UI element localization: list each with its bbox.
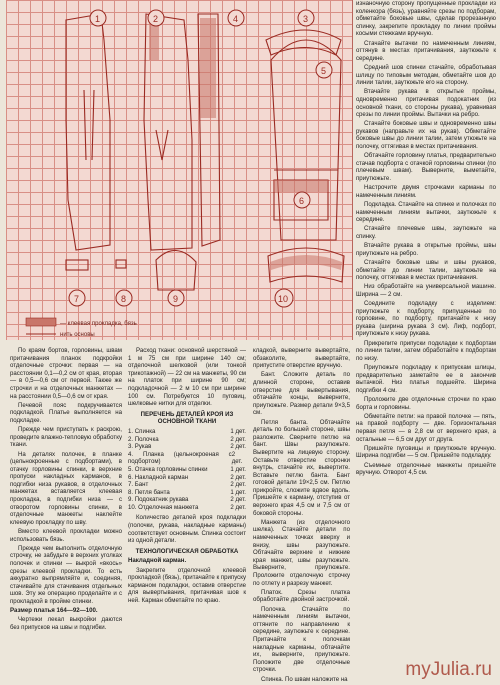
dress-size: Размер платья 164—92—100. [10,607,98,615]
pattern-label-8: 8 [121,294,127,304]
parts-list-item: 2. Полочка 2 дет. [128,435,246,443]
col4-paragraph: Обтачайте горловину платья, предварительно стачав подборта с отачкой горловины спинки (по плечевым швам). Выверните, выметайте, приутюжьте. [356,152,496,183]
col4-paragraph: Съемные отделочные манжеты пришейте вручную. Отворот 4,5 см. [356,461,496,477]
col3-paragraph: Бант. Сложите деталь по длинной стороне, оставив отверстие для вывертывания, обтачайте концы, выверните, приутюжьте. Размер детали 9×3,5 см. [253,371,350,417]
pattern-label-7: 7 [74,294,80,304]
col4-paragraph: Приутюжьте подкладку к припускам шлицы, предварительно заметайте ее в закончив вытачкой. Низ платья подшейте. Ширина подгибки 4 см. [356,364,496,394]
col4-paragraph: Втачайте рукава в открытые проймы, швы приутюжьте на ребро. [356,242,496,257]
pattern-label-5: 5 [321,66,327,76]
col4-paragraph: Стачайте плечевые швы, заутюжьте на спинку. [356,225,496,240]
parts-list-item: 8. Петля банта 1 дет. [128,488,246,496]
text-column-4 [356,0,496,478]
col1-paragraph: Печевой пояс подкручивается подкладкой. Платье выполняется на подкладке. [10,401,122,424]
pattern-label-4: 4 [233,14,239,24]
parts-list-item: 10. Отделочная манжета 2 дет. [128,503,246,511]
col1-paragraph: Вместо клеевой прокладки можно использовать бязь. [10,528,122,543]
pattern-label-1: 1 [95,14,101,24]
pattern-label-3: 3 [303,14,309,24]
shoulder-pad-piece [156,250,196,290]
col4-paragraph: Пришейте пуговицы и приутюжьте вручную. Ширина подгибки — 5 см. Пришейте подкладку. [356,444,496,460]
col4-paragraph: Втачайте рукава в открытые проймы, одновременно притачивая подокатник (из основной ткани, со стороны рукава), уравнивая срезы по линии проймы. Вытачки на ребро. [356,88,496,119]
col4-paragraph: Стачайте вытачки по намеченным линиям, оттянув в местах притачивания, заутюжьте к середине. [356,39,496,62]
col4-paragraph: Соедините подкладку с изделием: приутюжьте к подборту, припущенные по горловине, по подборту, притачайте к низу рукава (ширина рукава 3 см). Лиф, подборт, приутюжьте к низу рукава. [356,300,496,338]
parts-list-title: ПЕРЕЧЕНЬ ДЕТАЛЕЙ КРОЯ ИЗ ОСНОВНОЙ ТКАНИ [140,410,234,426]
back-piece [66,14,110,250]
col3-paragraph: кладкой, выверните вывертайте, обзаколите, вывертайте, припустите отверстие вручную. [253,347,350,370]
parts-list-item: 4. Планка (цельнокроеная с подбортом) 2 дет. [128,450,243,466]
col4-paragraph: Проложите две отделочные строчки по краю борта и горловины. [356,396,496,411]
col3-paragraph: Петля банта. Обтачайте деталь по большей стороне, швы разложите. Сверните петлю на бант. Швы разутюжьте. Вывертите на лицевую сторону. Оставьте отверстие сторонки внутрь, стачайте их, вывертите. Вставьте петлю банта. Бант готовой детали 19×2,5 см. Петлю прикройте, сложите вдвое вдоль. Пришейте к карману, отступив от верхнего края 4,5 см и 7,5 см от боковой стороны. [253,418,350,517]
parts-list-item: 7. Бант 2 дет. [128,481,246,489]
pattern-label-2: 2 [153,14,159,24]
pocket-text: Закрепите отделочной клеевой прокладкой (бязь), притачайте к припуску карманом подкладки, оставив отверстие для вывертывания, притачивая шов к ней. Карман обметайте по краю. [128,566,247,604]
col3-paragraph: Полочка. Стачайте по намеченным линиям вытачки, оттяните по направлению к середине, заутюжьте к середине. Притачайте к полочкам накладные карманы, обтачайте их, выверните, приутюжьте. Положите две отделочные строчки. [253,605,350,674]
pattern-svg [6,0,352,340]
parts-list-item: 5. Отачка горловины спинки 1 дет. [128,465,246,473]
pattern-label-9: 9 [173,294,179,304]
legend-thread: нить основы [60,332,95,338]
col4-paragraph: Настрочите двумя строчками карманы по намеченным линиям. [356,184,496,199]
col1-tail: Чертежи лекал выкройки даются без припусков на швы и подгибки. [10,616,122,631]
col1-paragraph: Прежде чем приступать к раскрою, проведите влажно-тепловую обработку ткани. [10,426,122,449]
col3-paragraph: Манжета (из отделочного шелка). Стачайте детали по намеченных точках вверху и внизу, швы разутюжьте. Обтачайте верхние и нижние края манжет, швы разутюжьте. Выверните, приутюжьте. Проложите отделочную строчку по отлету и разрезу манжет. [253,518,350,587]
col4-paragraph: Обметайте петли: на правой полочке — пять, на правой подборту — две. Горизонтальная первая петля — в 2,8 см от верхнего края, а остальные — 6,5 см друг от друга. [356,412,496,443]
neck-facing-piece [266,30,341,55]
text-column-3 [253,347,350,685]
legend-interfacing: — клеевая прокладка, бязь [60,321,137,327]
pattern-label-10: 10 [278,294,289,304]
pattern-drafting-diagram [6,0,353,340]
pattern-label-6: 6 [299,196,305,206]
col4-paragraph: Подкладка. Стачайте на спинке и полочках по намеченным линиям вытачки, заутюжьте к середине. [356,201,496,224]
parts-list [128,428,246,512]
col1-paragraph: На деталях полочек, в планке (цельнокроенные с подбортами), в отачку горловины спинки, в верхние пропуски накладных карманов, в подгибки низа рукавов, в отделочных манжетах вставляется клеевая прокладка, в подгибки низа — с отворотом горловины спинки, в отделочные манжеты наклейте клеевую прокладку по шву. [10,450,122,526]
parts-list-item: 3. Рукав 2 дет. [128,443,246,451]
parts-list-item: 6. Накладной карман 2 дет. [128,473,246,481]
text-column-1 [10,347,122,633]
col4-paragraph: Прикрепите припуски подкладки к подбортам по линии талии, затем обработайте к подбортам по низу. [356,339,496,362]
lining-note: Количество деталей кроя подкладки (полочки, рукава, накладные карманы) соответствует основным. Спинка состоит из одной детали. [128,514,246,545]
col3-paragraph: Платок. Срезы платка обработайте двойной застрочкой. [253,588,350,604]
col4-paragraph: Стачайте боковые швы и швы рукавов, обметайте до линии талии, заутюжьте на полочку, оттягивая в местах притачивания. [356,258,496,282]
pocket-subtitle: Накладной карман. [128,557,187,565]
back-dart [84,90,94,160]
bow-piece [66,260,88,270]
col3-paragraph: Спинка. По швам наложите на [261,675,348,683]
col4-paragraph: изнаночную сторону пропущенные прокладки из коленкора (бязь), уравняйте срезы по подборам, обметайте боковые швы, сделав прорезанную спинку, закрепите прокладку по линии проймы косыми стежками вручную. [356,0,496,38]
col4-paragraph: Средний шов спинки стачайте, обработывая шлицу по типовым методам, обметайте шов до линии талии, заутюжьте его на сторону. [356,63,496,87]
fabric-consumption: Расход ткани: основной шерстяной — 1 м 75 см при ширине 140 см; отделочной шелковой (или тонкой трикотажной) — 22 см на манжеты, 90 см на платок при ширине 90 см; подкладочной — 2 м 10 см при ширине 100 см. Потребуется 10 пуговиц, шелковые нитки для отделки. [128,347,246,408]
parts-list-item: 9. Подокатник рукава 2 дет. [128,496,246,504]
col1-paragraph: Прежде чем выполнить отделочную строчку, не забудьте в верхних уголках полочек и спинки — выкрой «вкось» срезы клеевой прокладки. То есть аккуратно выпрямляйте и, соединяя, стачивайте для стачивания отдельных шов. Эту же операцию проделайте и с прокладкой в пройме спинки. [10,544,122,605]
bow-loop-piece [116,260,126,268]
front-dart [156,130,168,160]
col1-paragraph: По краям бортов, горловины, швам притачивания планок подкройки отделочные строчки: первая — на расстоянии 0,1—0,2 см от края, вторая — в 0,5—0,6 см от первой. Также же строчки и на отделочных манжетах — на расстоянии 0,5—0,6 см от края. [10,347,122,400]
site-watermark: myJulia.ru [405,659,492,680]
parts-list-item: 1. Спинка 1 дет. [128,427,246,435]
tech-processing-title: ТЕХНОЛОГИЧЕСКАЯ ОБРАБОТКА [135,547,239,555]
text-column-2 [128,347,246,606]
col4-paragraph: Низ обработайте на универсальной машине. Ширина — 2 см. [356,283,496,298]
col4-paragraph: Стачайте боковые швы и одновременно швы рукавов (направьте их на рукав). Обметайте боковые швы до линии талии, затем утюжьте на полочку, оттягивая в местах притачивания. [356,120,496,151]
